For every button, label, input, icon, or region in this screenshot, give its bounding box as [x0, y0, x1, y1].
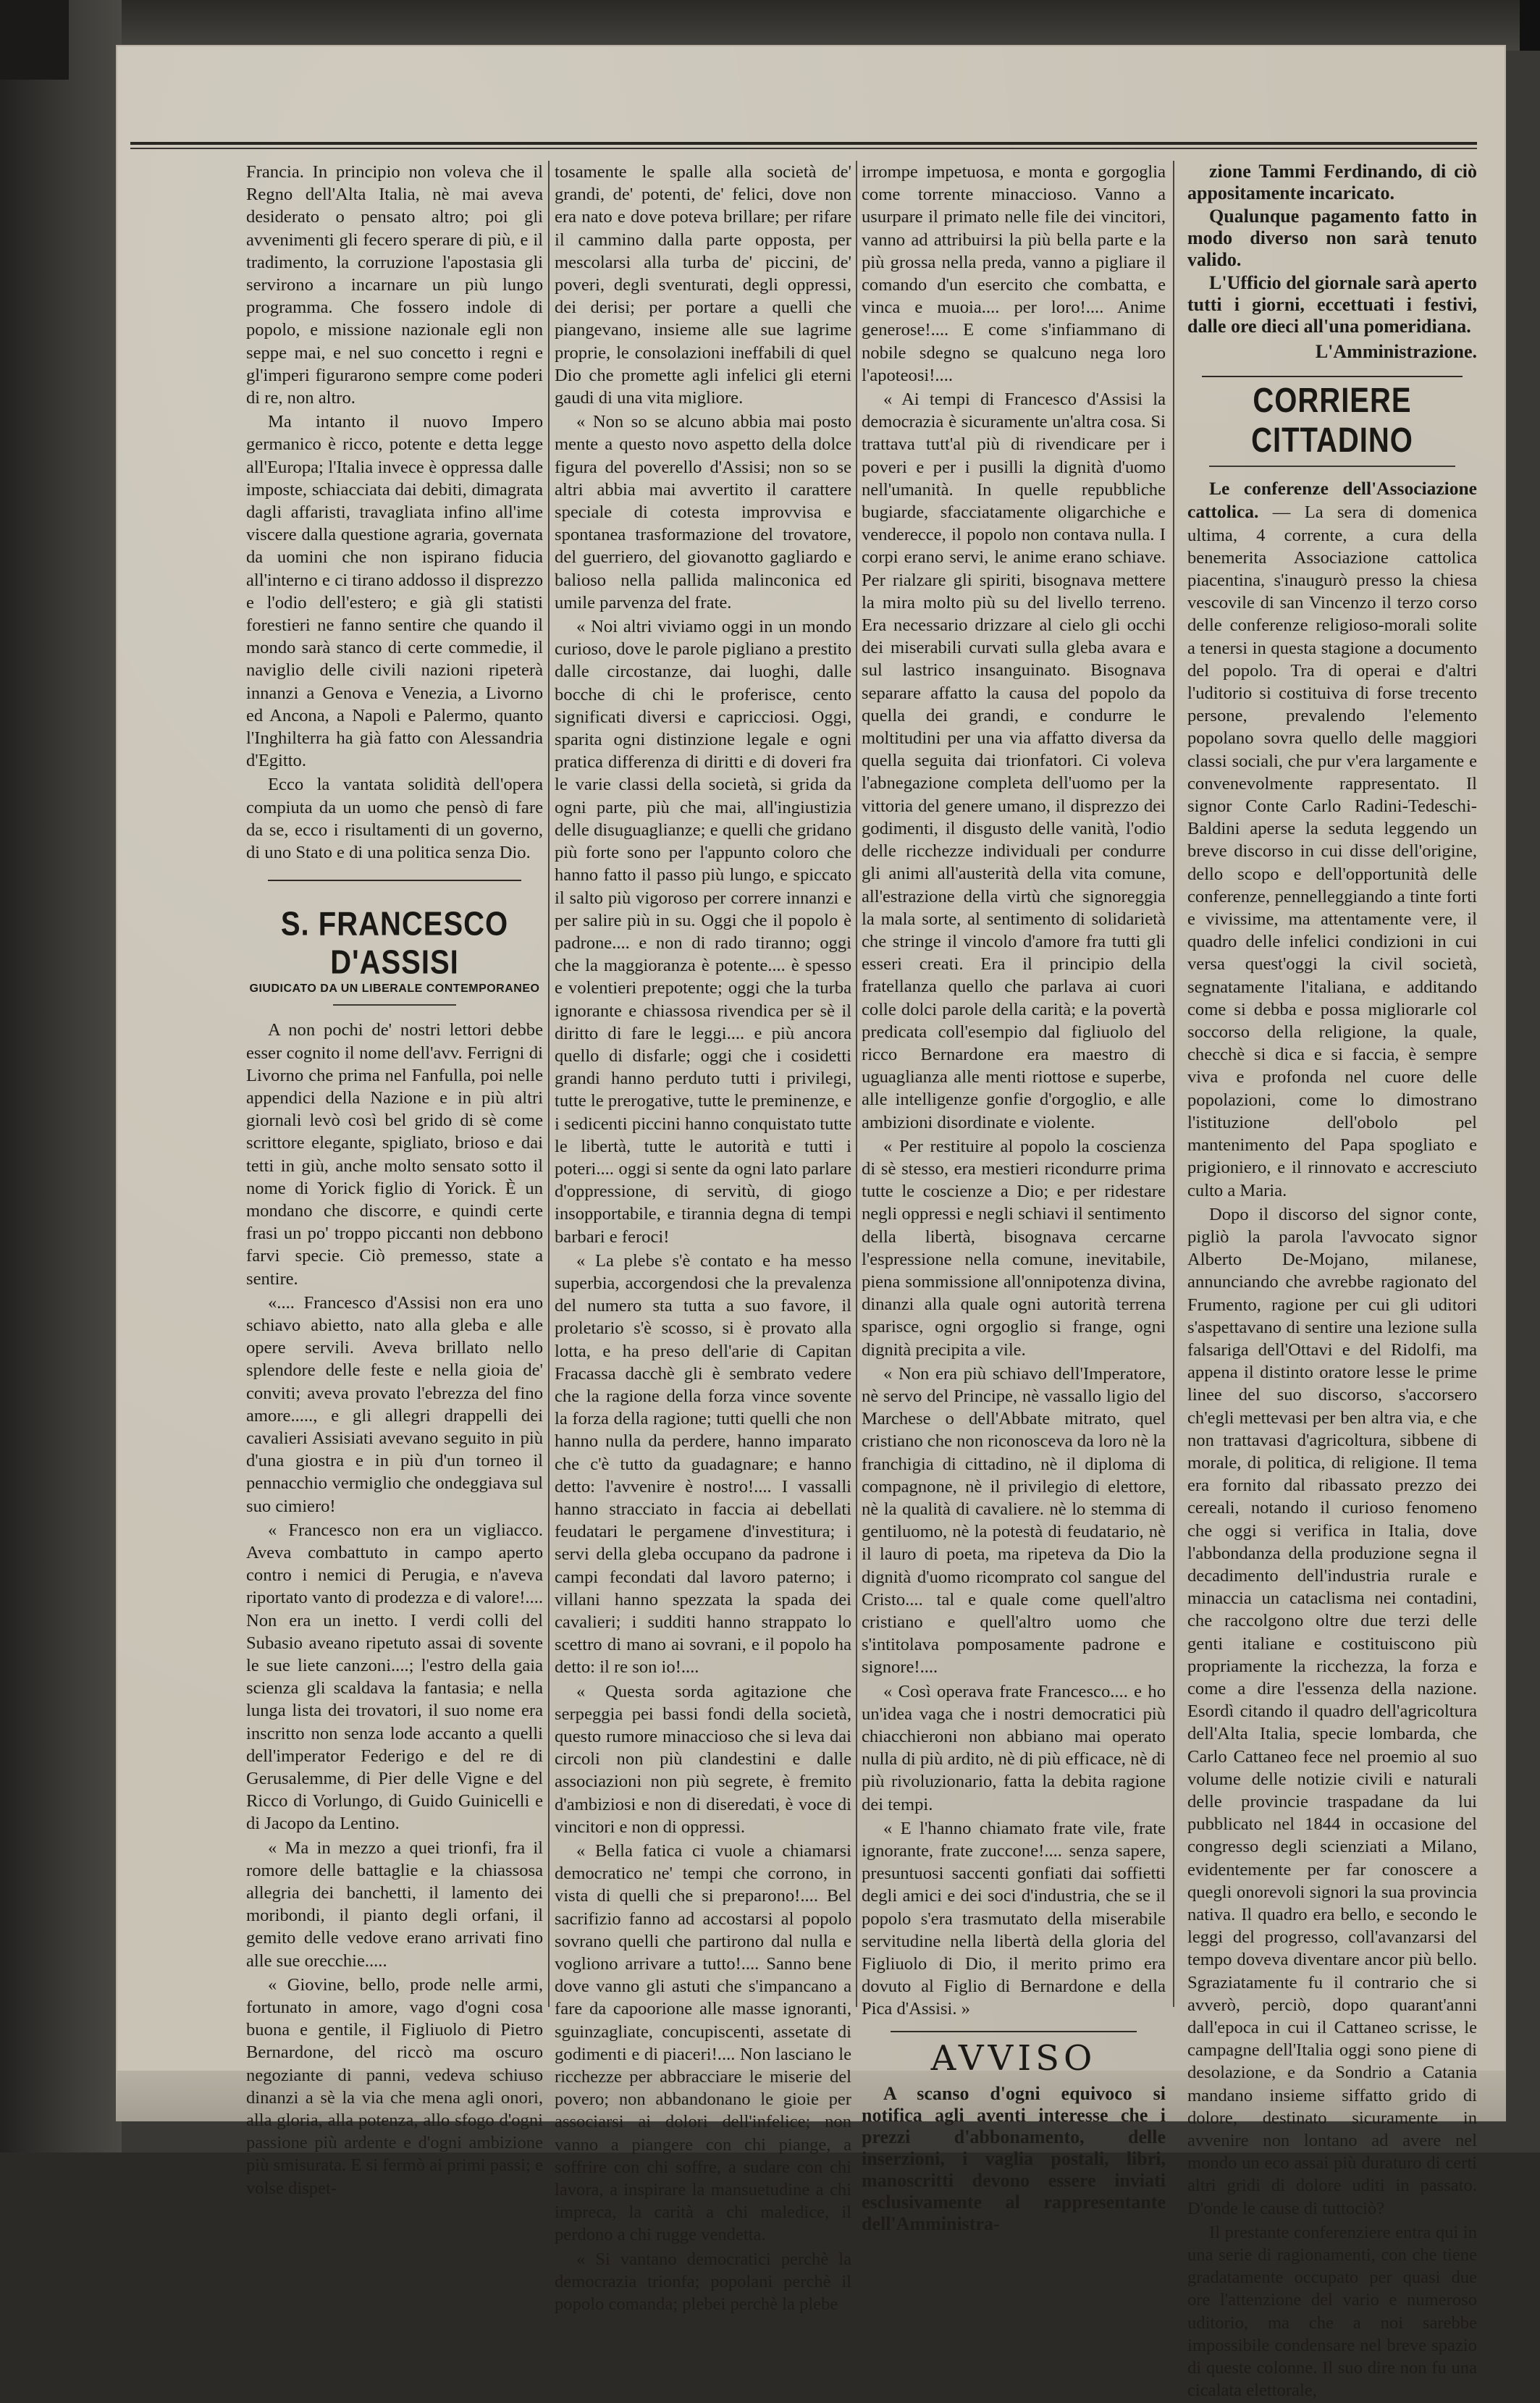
- paragraph: « Così operava frate Francesco.... e ho un'idea vaga che i nostri democratici più chiacchieroni non abbiano mai operato nulla di più ardito, nè di più efficace, nè di più rivoluzionario, fatta la debita ragione dei tempi.: [862, 1681, 1166, 1814]
- notice-paragraph: Qualunque pagamento fatto in modo diverso non sarà tenuto valido.: [1187, 206, 1477, 270]
- header-rule: [130, 142, 1477, 145]
- section-divider: [891, 2031, 1137, 2032]
- paragraph: Ma intanto il nuovo Impero germanico è ricco, potente e detta legge all'Europa; l'Italia invece è oppressa dalle imposte, schiacciata dai debiti, dimagrata dagli affaristi, travagliata infino all'ime viscere dalla questione agraria, governata da uomini che non ispirano fiducia all'interno e ci tirano addosso il disprezzo e l'odio dell'estero; e già gli statisti forestieri ne fanno sentire che quando il mondo sarà stanco di certe commedie, il naviglio delle civili nazioni ripeterà innanzi a Genova e Venezia, a Livorno ed Ancona, a Napoli e Palermo, quanto l'Inghilterra ha già fatto con Alessandria d'Egitto.: [246, 412, 543, 771]
- paragraph: Ecco la vantata solidità dell'opera compiuta da un uomo che pensò di fare da se, ecco i risultamenti di un governo, di uno Stato e di una politica senza Dio.: [246, 775, 543, 863]
- paragraph: « Non so se alcuno abbia mai posto mente a questo novo aspetto della dolce figura del poverello d'Assisi; non so se altri abbia mai avvertito il carattere speciale di cotesta improvvisa e spontanea trasformazione del trovatore, del guerriero, del giovanotto gagliardo e balioso nella pallida malinconica ed umile parvenza del frate.: [555, 412, 851, 613]
- paragraph: tosamente le spalle alla società de' grandi, de' potenti, de' felici, dove non era nato e dove poteva brillare; per rifare il cammino dalla parte opposta, per mescolarsi alla turba de' piccini, de' poveri, degli sventurati, degli oppressi, dei derisi; per portare a quelli che piangevano, insieme alle sue lagrime proprie, le consolazioni ineffabili di quel Dio che promette agli infelici gli eterni gaudi di una vita migliore.: [555, 162, 851, 408]
- notice-paragraph: A scanso d'ogni equivoco si notifica agli aventi interesse che i prezzi d'abbonamento, delle inserzioni, i vaglia postali, libri, manoscritti devono essere inviati esclusivamente al rappresentante dell'Amministra-: [862, 2082, 1166, 2234]
- paragraph: irrompe impetuosa, e monta e gorgoglia come torrente minaccioso. Vanno a usurpare il primato nelle file dei vincitori, vanno ad attribuirsi la più bella parte e la più grossa nella preda, vanno a pigliare il comando d'un esercito che combatta, e vinca e muoia.... per loro!.... Anime generose!.... E come s'infiammano di nobile sdegno se qualcuno nega loro l'apoteosi!....: [862, 162, 1166, 385]
- column-divider: [548, 161, 550, 2007]
- column-4: [1187, 161, 1477, 2403]
- board-top-edge: [0, 0, 1540, 51]
- notice-continuation: [1187, 161, 1477, 337]
- article-header: [246, 906, 543, 998]
- paragraph: « Giovine, bello, prode nelle armi, fortunato in amore, vago d'ogni cosa buona e gentile, il Figliuolo di Pietro Bernardone, del riccò ma oscuro negoziante di panni, vedeva schiuso dinanzi a sè la via che mena agli onori, alla gloria, alla potenza, allo sfogo d'ogni passione più ardente e d'ogni ambizione più smisurata. E si fermò ai primi passi; e volse dispet-: [246, 1974, 543, 2198]
- column-1: [246, 161, 543, 2201]
- section-divider: [268, 880, 521, 881]
- paragraph: Il prestante conferenziere entra qui in una serie di ragionamenti, con che tiene gradatamente occupato per quasi due ore l'attenzione del vario e numeroso uditorio, ma che a noi sarebbe impossibile condensare nel breve spazio di queste colonne. Il suo dire non fu una cicalata elettorale,: [1187, 2222, 1477, 2401]
- notice-paragraph: zione Tammi Ferdinando, di ciò appositamente incaricato.: [1187, 161, 1477, 203]
- paragraph: « Noi altri viviamo oggi in un mondo curioso, dove le parole pigliano a prestito dalle circostanze, dai luoghi, dalle bocche di chi le proferisce, cento significati diversi e capricciosi. Oggi, sparita ogni distinzione legale e ogni pratica differenza di diritti e di doveri fra le varie classi della società, si grida da ogni parte, più che mai, all'ingiustizia delle disuguaglianze; e quelli che gridano più forte sono per l'appunto coloro che hanno fatto il passo più lungo, e spiccato il salto più vigoroso per correre innanzi e per salire più in su. Oggi che il popolo è padrone.... e non di rado tiranno; oggi che la maggioranza è potente.... è spesso e volentieri prepotente; oggi che la turba ignorante e chiassosa rivendica per sè il diritto di fare le leggi.... e più ancora quello di disfarle; oggi che i cosidetti grandi hanno perduto tutti i privilegi, tutte le prerogative, tutte le preminenze, e i sedicenti piccini hanno conquistato tutte le libertà, tutte le autorità e tutti i poteri.... oggi si sente da ogni lato parlare d'oppressione, di servitù, di giogo insopportabile, e tirannia degna di tempi barbari e feroci!: [555, 617, 851, 1247]
- notice-text-block: [862, 2083, 1166, 2235]
- subtitle-rule: [333, 1004, 456, 1006]
- paragraph: «.... Francesco d'Assisi non era uno schiavo abietto, nato alla gleba e alle opere servili. Aveva brillato nello splendore delle feste e nella gioia de' conviti; aveva provato l'ebrezza del fino amore....., e gli allegri drappelli dei cavalieri Assisiati avevano seguito in più d'una giostra e in più d'un torneo il pennacchio vermiglio che ondeggiava sul suo cimiero!: [246, 1292, 543, 1516]
- section-divider: [1202, 376, 1463, 377]
- lead-heading: Le conferenze dell'Associazione cattolica.: [1187, 478, 1477, 523]
- section-title: CORRIERE CITTADINO: [1251, 382, 1413, 460]
- article-title: S. FRANCESCO D'ASSISI: [280, 906, 509, 982]
- corner-mark: [0, 0, 69, 80]
- column-3: [862, 161, 1166, 2236]
- paragraph: « La plebe s'è contato e ha messo superbia, accorgendosi che la prevalenza del numero sta tutta a suo favore, il proletario s'è scosso, si è provato alla lotta, e ha preso dell'arie di Capitan Fracassa dacchè gli è sembrato vedere che la ragione della forza vince sovente la forza della ragione; tutti quelli che non hanno nulla da perdere, hanno imparato che c'è tutto da guadagnare; e hanno detto: l'avvenire è nostro!.... I vassalli hanno stracciato in faccia ai debellati feudatari le pergamene d'investitura; i servi della gleba occupano da padrone i campi fecondati dal lavoro paterno; i villani hanno spezzata la spada dei cavalieri; i sudditi hanno strappato lo scettro di mano ai sovrani, e il popolo ha detto: il re son io!....: [555, 1250, 851, 1678]
- column-divider: [856, 161, 857, 2007]
- notice-signature: L'Amministrazione.: [1315, 341, 1477, 362]
- board-left-edge: [0, 0, 122, 2152]
- section-title-rule: [1209, 466, 1455, 467]
- paragraph: « Si vantano democratici perchè la democrazia trionfa; popolani perchè il popolo comanda; plebei perchè la plebe: [555, 2249, 851, 2315]
- column-2: [555, 161, 851, 2317]
- notice-title: AVVISO: [930, 2037, 1097, 2079]
- article-subtitle: GIUDICATO DA UN LIBERALE CONTEMPORANEO: [249, 982, 540, 996]
- paragraph: « Questa sorda agitazione che serpeggia pei bassi fondi della società, questo rumore minaccioso che si leva dai circoli non più clandestini e dalle associazioni non più segrete, è fremito d'ambiziosi e non di diseredati, è voce di vincitori e non di oppressi.: [555, 1681, 851, 1837]
- paragraph: « Non era più schiavo dell'Imperatore, nè servo del Principe, nè vassallo ligio del Marchese o dell'Abbate mitrato, quel cristiano che non riconosceva da loro nè la franchigia di cittadino, nè il diploma di compagnone, nè il privilegio di elettore, nè la qualità di cavaliere. nè lo stemma di gentiluomo, nè la potestà di feudatario, nè il lauro di poeta, ma ripeteva da Dio la dignità d'uomo ricomprato col sangue del Cristo.... tal e quale come quell'altro cristiano e quell'altro uomo che s'intitolava pomposamente padrone e signore!....: [862, 1363, 1166, 1678]
- paragraph: « E l'hanno chiamato frate vile, frate ignorante, frate zuccone!.... senza sapere, presuntuosi saccenti gonfiati dai soffietti degli amici e dei soci d'industria, che se il popolo s'era trasmutato della miserabile servitudine nella libertà della gloria del Figliuolo di Dio, il merito primo era dovuto al Figlio di Bernardone e della Pica d'Assisi. »: [862, 1818, 1166, 2019]
- paragraph: Dopo il discorso del signor conte, pigliò la parola l'avvocato signor Alberto De-Mojano, milanese, annunciando che avrebbe ragionato del Frumento, ragione per cui gli uditori s'aspettavano di sentire una lezione sulla falsariga dell'Ottavi e del Ridolfi, ma appena il distinto oratore lesse le prime linee del suo discorso, s'accorsero ch'egli mettevasi per ben altra via, e che non trattavasi d'agricoltura, sibbene di morale, di politica, di religione. Il tema era fornito dal ribassato prezzo dei cereali, notando il curioso fenomeno che oggi si verifica in Italia, dove l'abbondanza della produzione segna il decadimento dell'industria rurale e minaccia un cataclisma nei contadini, che raccolgono oltre due terzi delle genti italiane e costituiscono più propriamente la ricchezza, la forza e come a dire l'essenza della nazione. Esordì citando il quadro dell'agricoltura dell'Alta Italia, specie lombarda, che Carlo Cattaneo fece nel proemio al suo volume delle notizie civili e naturali delle provincie traspadane da lui pubblicato nel 1844 in occasione del congresso degli scienziati a Milano, evidentemente per far conoscere a quegli onorevoli signori la sua provincia nativa. Il quadro era bello, e secondo le leggi del progresso, coll'avanzarsi del tempo doveva diventare ancor più bello. Sgraziatamente fu il contrario che si avverò, perciò, dopo quarant'anni dall'epoca in cui il Cattaneo scrisse, le campagne dell'Italia oggi sono piene di desolazione, e da Sondrio a Catania mandano insieme siffatto grido di dolore, destinato sicuramente in avvenire non lontano ad avere nel mondo un eco assai più duraturo di certi altri gridi di dolore uditi in passato. D'onde le cause di tuttociò?: [1187, 1204, 1477, 2218]
- paragraph: « Per restituire al popolo la coscienza di sè stesso, era mestieri ricondurre prima tutte le coscienze a Dio; e per ridestare negli oppressi e negli schiavi il sentimento della libertà, bisognava cercarne l'espressione nella comune, inevitabile, piena sommissione all'onnipotenza divina, dinanzi alla quale ogni autorità terrena sparisce, ogni orgoglio si frange, ogni dignità precipita a vile.: [862, 1136, 1166, 1360]
- paragraph: « Ma in mezzo a quei trionfi, fra il romore delle battaglie e la chiassosa allegria dei banchetti, il lamento dei moribondi, il pianto degli orfani, il gemito delle vedove erano arrivati fino alle sue orecchie.....: [246, 1838, 543, 1971]
- paragraph: Francia. In principio non voleva che il Regno dell'Alta Italia, nè mai aveva desiderato o pensato altro; poi gli avvenimenti gli fecero sperare di più, e il tradimento, la corruzione l'apostasia gli servirono a incarnare un più lungo programma. Che fossero indole di popolo, e missione nazionale egli non seppe mai, e nel suo concetto i regni e gl'imperi figurarono sempre come poderi di re, non altro.: [246, 162, 543, 408]
- paragraph: « Francesco non era un vigliacco. Aveva combattuto in campo aperto contro i nemici di Perugia, e n'aveva riportato vanto di prodezza e di valore!.... Non era un inetto. I verdi colli del Subasio aveano ripetuto assai di sovente le sue liete canzoni....; l'estro della gaia scienza gli scaldava la fantasia; e nella lunga lista dei trovatori, il suo nome era inscritto non senza lode accanto a quelli dell'imperator Federigo e del re di Gerusalemme, di Pier delle Vigne e del Ricco di Vorlungo, di Guido Guinicelli e di Jacopo da Lentino.: [246, 1520, 543, 1834]
- notice-paragraph: L'Ufficio del giornale sarà aperto tutti i giorni, eccettuati i festivi, dalle ore dieci all'una pomeridiana.: [1187, 272, 1477, 337]
- paragraph-text: — La sera di domenica ultima, 4 corrente, a cura della benemerita Associazione cattolica piacentina, s'inaugurò presso la chiesa vescovile di san Vincenzo il terzo corso delle conferenze religioso-morali solite a tenersi in questa stagione a documento del popolo. Tra di operai e d'altri l'uditorio si costituiva di forse trecento persone, prevalendo l'elemento popolano sovra quello delle maggiori classi sociali, che pur v'era largamente e convenevolmente rappresentato. Il signor Conte Carlo Radini-Tedeschi-Baldini aperse la seduta leggendo un breve discorso in cui disse dell'origine, dello scopo e dell'opportunità delle conferenze, pennelleggiando a tinte forti e vivissime, ma attentamente vere, il quadro delle infelici condizioni in cui versa quest'oggi la civil società, segnatamente l'italiana, e additando come si debba e possa migliorarle col soccorso della religione, la quale, checchè si dica e si faccia, è sempre viva e profonda nel cuore delle popolazioni, come lo dimostrano l'istituzione dell'obolo pel mantenimento del Papa spogliato e prigioniero, e il rinnovato e accresciuto culto a Maria.: [1187, 502, 1477, 1200]
- paragraph: « Ai tempi di Francesco d'Assisi la democrazia è sicuramente un'altra cosa. Si trattava tutt'al più di rivendicare per i poveri e per i pusilli la dignità d'uomo nell'umanità. In quelle repubbliche bugiarde, sfacciatamente oligarchiche e venderecce, il popolo non contava nulla. I corpi erano servi, le anime erano schiave. Per rialzare gli spiriti, bisognava mettere la mira molto più su del livello terreno. Era necessario drizzare al cielo gli occhi dei miserabili curvati sulla gleba avara e sul lastrico insanguinato. Bisognava separare affatto la causa del popolo da quella dei grandi, e condurre le moltitudini per una via affatto diversa da quella seguita dai trionfatori. Ci voleva l'abnegazione completa dell'uomo per la vittoria del genere umano, il disprezzo dei godimenti, il disgusto delle vanità, l'odio delle ricchezze individuali per condurre gli animi all'austerità della vita comune, all'estrazione della virtù che signoreggia la mala sorte, al sentimento di solidarietà che stringe il vincolo d'amore fra tutti gli esseri creati. Era il principio della fratellanza quello che parlava ai cuori colle dolci parole della carità; e la povertà predicata coll'esempio dal figliuolo del ricco Bernardone era maestro di uguaglianza alle menti riottose e superbe, alle intelligenze gonfie d'orgoglio, e alle ambizioni disordinate e violente.: [862, 390, 1166, 1132]
- corner-mark-right: [1520, 0, 1540, 51]
- paragraph: A non pochi de' nostri lettori debbe esser cognito il nome dell'avv. Ferrigni di Livorno che prima nel Fanfulla, poi nelle appendici della Nazione e in più altri giornali levò così bel grido di sè come scrittore elegante, spigliato, brioso e dai tetti in giù, anche molto sensato sotto il nome di Yorick figlio di Yorick. È un mondano che discorre, e quindi certe frasi un po' troppo piccanti non debbono farvi specie. Ciò premesso, state a sentire.: [246, 1020, 543, 1289]
- paragraph: « Bella fatica ci vuole a chiamarsi democratico ne' tempi che corrono, in vista di quelli che si preparono!.... Bel sacrifizio fanno ad accostarsi al popolo sovrano quelli che partirono dal nulla e vogliono arrivare a tutto!.... Sanno bene dove vanno gli astuti che s'impancano a fare da capoorione alle masse ignoranti, sguinzagliate, concupiscenti, assetate di godimenti e di piaceri!.... Non lasciano le ricchezze per abbracciare le miserie del povero; non abbandonano le gioie per associarsi ai dolori dell'infelice; non vanno a piangere con chi piange, a soffrire con chi soffre, a sudare con chi lavora, a inspirare la mansuetudine a chi impreca, la carità a chi maledice, il perdono a chi rugge vendetta.: [555, 1841, 851, 2245]
- column-divider: [1173, 161, 1174, 2007]
- header-rule-thin: [130, 148, 1477, 149]
